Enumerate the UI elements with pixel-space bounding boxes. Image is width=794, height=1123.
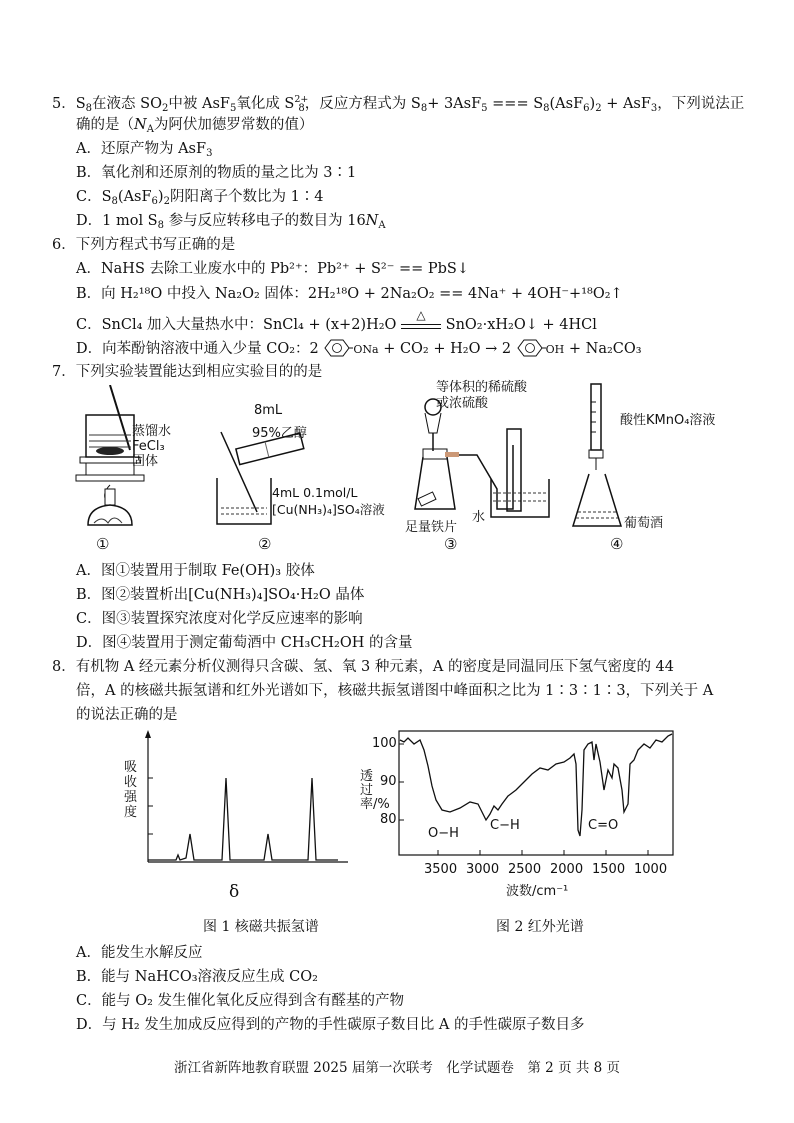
q5-option-b: B．氧化剂和还原剂的物质的量之比为 3∶1 xyxy=(76,165,357,181)
apparatus-2-number: ② xyxy=(258,535,272,553)
benzene-ring-icon xyxy=(516,338,546,358)
benzene-ring-icon xyxy=(323,338,353,358)
ir-xtick-2500: 2500 xyxy=(508,862,542,877)
ir-xtick-1000: 1000 xyxy=(634,862,668,877)
q8-option-d: D．与 H₂ 发生加成反应得到的产物的手性碳原子数目比 A 的手性碳原子数目多 xyxy=(76,1017,585,1033)
q6-option-a: A．NaHS 去除工业废水中的 Pb²⁺：Pb²⁺ + S²⁻ == PbS↓ xyxy=(76,261,470,277)
page-footer: 浙江省新阵地教育联盟 2025 届第一次联考 化学试题卷 第 2 页 共 8 页 xyxy=(173,1060,621,1076)
ir-oh-annotation: O−H xyxy=(428,826,459,841)
q6-option-d: D．向苯酚钠溶液中通入少量 CO₂：2 ONa + CO₂ + H₂O → 2 OH + Na₂CO₃ xyxy=(76,338,642,361)
q7-option-a: A．图①装置用于制取 Fe(OH)₃ 胶体 xyxy=(76,563,315,579)
ir-co-annotation: C=O xyxy=(588,818,619,833)
apparatus-3-number: ③ xyxy=(444,535,458,553)
q8-stem-line2: 倍，A 的核磁共振氢谱和红外光谱如下，核磁共振氢谱图中峰面积之比为 1∶3∶1∶3，下列关于 A xyxy=(76,683,714,699)
apparatus-4-number: ④ xyxy=(610,535,624,553)
ir-ytick-80: 80 xyxy=(380,812,397,827)
q8-option-a: A．能发生水解反应 xyxy=(76,945,203,961)
q5-option-d: D．1 mol $S_8$ 参与反应转移电子的数目为 $16N_A$ xyxy=(76,213,386,231)
q7-option-d: D．图④装置用于测定葡萄酒中 CH₃CH₂OH 的含量 xyxy=(76,635,413,651)
nmr-y-axis-label: 吸收强度 xyxy=(124,760,138,820)
apparatus-1-labels: 蒸馏水 FeCl₃ 固体 xyxy=(132,424,172,469)
q6-stem: 6．下列方程式书写正确的是 xyxy=(52,237,236,253)
q8-stem-line1: 8．有机物 A 经元素分析仪测得只含碳、氢、氧 3 种元素，A 的密度是同温同压下氢气密度的 44 xyxy=(52,659,675,675)
q7-option-c: C．图③装置探究浓度对化学反应速率的影响 xyxy=(76,611,363,627)
apparatus-1-figure xyxy=(72,385,162,555)
q8-option-c: C．能与 O₂ 发生催化氧化反应得到含有醛基的产物 xyxy=(76,993,405,1009)
ir-ch-annotation: C−H xyxy=(490,818,520,833)
nmr-spectrum-chart xyxy=(118,728,358,878)
q7-stem: 7．下列实验装置能达到相应实验目的的是 xyxy=(52,364,323,380)
figure-2-caption: 图 2 红外光谱 xyxy=(496,919,584,935)
ir-y-axis-label: 透过率/% xyxy=(360,769,390,812)
ir-ytick-90: 90 xyxy=(380,774,397,789)
figure-1-caption: 图 1 核磁共振氢谱 xyxy=(203,919,319,935)
apparatus-4-kmno4-label: 酸性KMnO₄溶液 xyxy=(620,413,716,428)
ir-xtick-3000: 3000 xyxy=(466,862,500,877)
q6-option-c: C．SnCl₄ 加入大量热水中：SnCl₄ + (x+2)H₂O △ SnO₂·xH₂O↓ + 4HCl xyxy=(76,314,597,336)
apparatus-3-iron-label: 足量铁片 xyxy=(405,520,458,535)
q8-stem-line3: 的说法正确的是 xyxy=(76,707,178,723)
apparatus-2-ethanol-volume: 8mL xyxy=(254,403,283,418)
heat-symbol: △ xyxy=(416,308,426,322)
apparatus-3-acid-label: 等体积的稀硫酸 或浓硫酸 xyxy=(436,380,528,411)
q5-stem-line1: 5．$S_8$在液态 $SO_2$中被 AsF$_5$氧化成 $S^{2+}_8$，反应方程式为 $S_8+ 3AsF_5$ === $S_8(AsF_6)_2 + AsF_3$，下列说法正 xyxy=(52,94,745,114)
ir-xtick-2000: 2000 xyxy=(550,862,584,877)
ir-ytick-100: 100 xyxy=(372,736,397,751)
q7-option-b: B．图②装置析出[Cu(NH₃)₄]SO₄·H₂O 晶体 xyxy=(76,587,365,603)
apparatus-2-solution-label: 4mL 0.1mol/L [Cu(NH₃)₄]SO₄溶液 xyxy=(272,485,385,517)
q5-stem-line2: 确的是（$N_A$为阿伏加德罗常数的值） xyxy=(76,117,314,135)
nmr-x-axis-label: δ xyxy=(229,882,240,902)
ir-xtick-1500: 1500 xyxy=(592,862,626,877)
apparatus-2-ethanol-label: 95%乙醇 xyxy=(252,426,307,441)
apparatus-3-water-label: 水 xyxy=(472,510,486,525)
ir-xtick-3500: 3500 xyxy=(424,862,458,877)
q6-option-b: B．向 H₂¹⁸O 中投入 Na₂O₂ 固体：2H₂¹⁸O + 2Na₂O₂ == 4Na⁺ + 4OH⁻+¹⁸O₂↑ xyxy=(76,286,623,302)
q8-option-b: B．能与 NaHCO₃溶液反应生成 CO₂ xyxy=(76,969,318,985)
apparatus-4-figure xyxy=(565,382,635,532)
apparatus-4-wine-label: 葡萄酒 xyxy=(624,516,664,531)
q5-option-c: C．$S_8(AsF_6)_2$阴阳离子个数比为 1∶4 xyxy=(76,189,324,207)
q5-option-a: A．还原产物为 AsF$_3$ xyxy=(76,141,213,159)
apparatus-1-number: ① xyxy=(96,535,110,553)
ir-x-axis-label: 波数/cm⁻¹ xyxy=(506,884,569,899)
